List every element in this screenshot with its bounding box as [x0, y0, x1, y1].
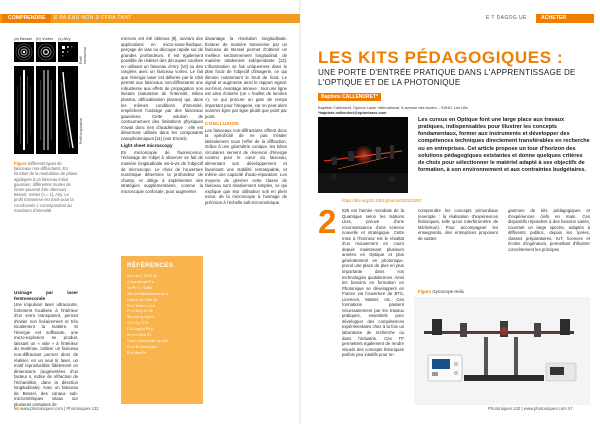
- reference-item: Dur r ch J. Ph R 84: [127, 274, 157, 278]
- reference-item: C A l Ingold Ph p: [127, 327, 153, 332]
- left-page-number: 56: [14, 406, 19, 411]
- left-column-2: [121, 36, 203, 250]
- reference-item: Cour l commercial Op rmn: [127, 338, 168, 343]
- right-column-2-text: comprendre les concepts primordiaux (exemple : la réalisation d'expériences historiques, telle qu'un interféromètre de Michelson). Pour accompagner les enseignants, des entreprises proposent de vastes: [418, 208, 498, 241]
- column2-text-a: microns ont été obtenus [9], ouvrant des applications en micro-nano-fluidique, perçage de vias ou découpe rapide sur de grandes profondeurs. Il est également possible de réaliser des découpes courbes en utilisant un faisceau d'Airy [10] ou des rangées avec un faisceau vortex. Le fait que l'énergie laser est délivrée par le côté permet aux faisceaux non-diffractants une robustesse aux effets de propagation non linéaire (saturation de l'intensité, milieu plasma, défocalisation plasma) qui, dans les mêmes conditions d'intensité, empêchent l'usinage par des faisceaux gaussiens. Cette solution de contournement des limitations physiques n'avait donc rien d'académique : elle est désormais utilisée dans les composants nanophotoniques [11] (voir Encart).: [121, 36, 203, 141]
- reference-item: Ph o Techn L s 19: [127, 303, 155, 308]
- reference-item: R ch Bes Ph: [127, 350, 147, 355]
- reference-item: R s e B chelat ppl h: [127, 344, 158, 349]
- airy-longitudinal-image: [58, 66, 78, 154]
- left-footer-issue: Photoniques 132: [66, 406, 99, 411]
- gyroscope-kit-photo: [414, 297, 590, 405]
- author-email[interactable]: *baptiste.callendret@optonlaser.com: [318, 110, 387, 116]
- usinage-text: Une impulsion laser ultracourte, fortement focalisée à l'intérieur d'un verre transparent, permet d'initier non linéairement et très localement la matière. Si l'énergie est suffisante, une micro-explosion se produit, laissant un « vide » à l'intérieur du matériau. Utiliser un faisceau non-diffractant permet alors de réaliser, en un seul tir laser, un motif reproductible fidèlement en dimensions (augmentées d'un facteur n, indice de réfraction de l'échantillon, dans la direction longitudinale). Avec un faisceau de Bessel, des canaux sub-micrométriques vitaux sur plusieurs centaines de: [14, 302, 78, 407]
- article-lead: Les cursus en Optique font une large place aux travaux pratiques, indispensables pour illustrer les concepts fondamentaux, former aux instruments et développer des compétences techniques directement transférables en recherche ou en entreprises. Cet article propose un tour d'horizon des solutions pédagogiques existantes et donne quelques critères de choix pour sélectionner le matériel adapté à ses objectifs de formation, à son environnement et aux contraintes budgétaires.: [418, 117, 590, 174]
- right-header-bar: [301, 14, 600, 23]
- reference-item: n Journal opt R e: [127, 279, 154, 284]
- left-header-bar: [0, 14, 300, 23]
- laser-lab-photo: [318, 117, 408, 193]
- section-tag[interactable]: COMPRENDRE: [2, 14, 51, 23]
- reference-item: Leac ul Sc i Rev 16: [127, 297, 158, 302]
- affiliation-text: Baptiste Callendret, Optoon Laser International, 8 avenue des Andes – 91940, Les Ulis: [318, 105, 468, 110]
- figure-caption-label: Figure: [14, 161, 27, 166]
- heading-conclusion: CONCLUSION: [205, 121, 239, 127]
- vortex-longitudinal-image: [36, 66, 56, 154]
- reference-item: Pi l ri Ed p ch 25: [127, 309, 153, 314]
- figure-title: Gyroscope Helix: [432, 289, 464, 294]
- author-affiliation: [318, 105, 468, 115]
- figure-caption-text: Différents types de faisceaux non-diffractants. En fonction de la modulation de phase appliquée à un faisceau initial gaussien, différentes modes de forme peuvent être obtenues : Bessel, Vortex (n = 1), Airy. Le profil transverse est tracé pour la coordonnée z correspondant au maximum d'intensité.: [14, 161, 78, 213]
- right-column-3-text: gammes de kits pédagogiques et d'expériences clefs en main. Ces dispositifs répondent à des besoins variés, couvrant un large spectre, adaptés à différents publics, depuis les lycées, classes préparatoires, IUT, licences et écoles d'ingénieurs, permettant d'illustrer concrètement les principes: [508, 208, 590, 252]
- right-footer-issue: Photoniques 132: [488, 406, 521, 411]
- reference-item: Kr m s Sens Ph: [127, 333, 152, 338]
- bessel-transverse-image: [14, 42, 34, 62]
- panel-label-bessel: (a) Bessel: [14, 36, 33, 41]
- references-list: [127, 274, 199, 357]
- figure-label-word: Figure: [418, 289, 432, 294]
- panel-label-vortex: (b) Vortex: [36, 36, 54, 41]
- author-badge: Baptiste CALLENDRET*: [318, 93, 381, 101]
- vortex-transverse-image: [36, 42, 56, 62]
- references-title: RÉFÉRENCES: [127, 262, 174, 269]
- beam-figure: [14, 36, 87, 224]
- left-column-3: [205, 36, 287, 226]
- left-page-footer: 56 www.photoniques.com | Photoniques 132: [14, 406, 99, 411]
- heading-light-sheet: Light sheet microscopy: [121, 143, 173, 149]
- page-gutter: [299, 0, 301, 424]
- doi-link[interactable]: https://doi.org/10.1051/photon/202513257: [342, 198, 422, 203]
- heading-usinage: Usinage par laser femtoseconde: [14, 290, 78, 301]
- right-column-1: [342, 208, 404, 404]
- reference-item: Yo Ph i L r 1984: [127, 285, 152, 290]
- profile-label-transverse: Profil transversal: [79, 47, 87, 64]
- right-column-3: [508, 208, 590, 284]
- panel-label-airy: (c) Airy: [58, 36, 71, 41]
- right-column-1-text: 025 est l'année mondiale de la Quantique selon les Nations Unis, preuve d'une reconnaissance d'une science nouvelle et stratégique. Cette mise à l'honneur est le résultat d'un mouvement en cours depuis maintenant plusieurs années en Optique et plus généralement en photonique, prend une place de plus en plus importante dans nos technologies quotidiennes. Ainsi les besoins en formation en Photonique se développent en France via l'ouverture de BTS, Licences, Master, etc. Ces formations passent nécessairement par les travaux pratiques, essentiels pour développer des compétences expérimentales chez à la fois un laboratoire de recherche ou dans l'industrie. Ces TP permettent également de rendre visuels des concepts théoriques parfois peu intuitifs pour en: [342, 208, 404, 358]
- column3-text-b: Les faisceaux non-diffractants offrent donc la spécificité de ne pas s'étaler latéralement sous l'effet de la diffraction. Grâce à une géométrie conique, les lobes circulaires servent de réservoir d'énergie continu pour le cœur du faisceau, alimentant son développement et favorisant une stabilité remarquable, et même une capacité d'auto-réparation. Les moyens de générer cette classe de faisceau sont relativement simples, ce qui explique que leur utilisation soit en plein essor, de la microscopie à l'usinage de précision à l'échelle sub-micrométrique.: [205, 127, 287, 205]
- column2-text-b: En microscopie de fluorescence, l'éclairage de l'objet à observer se fait de manière longitudinale vis-à-vis de l'objectif de microscope. Le choix de l'ouverture numérique détermine la profondeur de champ, et oblige à implémenter des stratégies supplémentaires, comme la microscopie confocale, pour augmenter: [121, 149, 203, 194]
- right-section-subtitle: E T DAGOG UE: [486, 15, 527, 21]
- right-page-footer: Photoniques 132 | www.photoniques.com 57: [488, 406, 573, 411]
- article-title: LES KITS PÉDAGOGIQUES :: [318, 48, 564, 67]
- section-subtitle: E PA EAU NON D FFRA TANT: [54, 15, 132, 21]
- left-column-1: [14, 288, 78, 407]
- right-column-2: [418, 208, 498, 284]
- reference-item: Ra r aur ty Opt M: [127, 315, 154, 320]
- right-footer-site[interactable]: www.photoniques.com: [523, 406, 567, 411]
- references-box: [121, 256, 203, 404]
- profile-label-longitudinal: Profil longitudinal: [79, 118, 83, 144]
- right-page-number: 57: [567, 406, 573, 411]
- figure-caption: [14, 161, 78, 213]
- drop-cap: 2: [318, 203, 337, 240]
- figure-label: [418, 289, 464, 294]
- acheter-tag[interactable]: ACHETER: [536, 14, 594, 23]
- airy-transverse-image: [58, 42, 78, 62]
- article-subtitle: UNE PORTE D'ENTRÉE PRATIQUE DANS L'APPRENTISSAGE DE L'OPTIQUE ET DE LA PHOTONIQUE: [318, 68, 576, 87]
- bessel-longitudinal-image: [14, 66, 34, 154]
- left-footer-site[interactable]: www.photoniques.com: [19, 406, 63, 411]
- reference-item: ch i I A p l P A: [127, 321, 149, 326]
- column3-text-a: davantage la résolution longitudinale. Éclairer de manière transverse par un faisceau de Bessel permet d'obtenir un meilleur sectionnement longitudinal, de manière totalement indépendante [12]. L'illumination se fait uniquement dans le plan focal de l'objectif d'imagerie, ce qui élimine notamment le bruit de fond. Le signal et augmente ainsi le rapport signal-sur-bruit. Avantage annexe : tout une ligne est ainsi éclairée (un « feuillet de lumière »), ce qui procure un gain de temps important pour l'imagerie, car on peut alors scanner ligne par ligne plutôt que point par point.: [205, 36, 287, 119]
- reference-item: Van ch Mathematical Op n: [127, 291, 168, 296]
